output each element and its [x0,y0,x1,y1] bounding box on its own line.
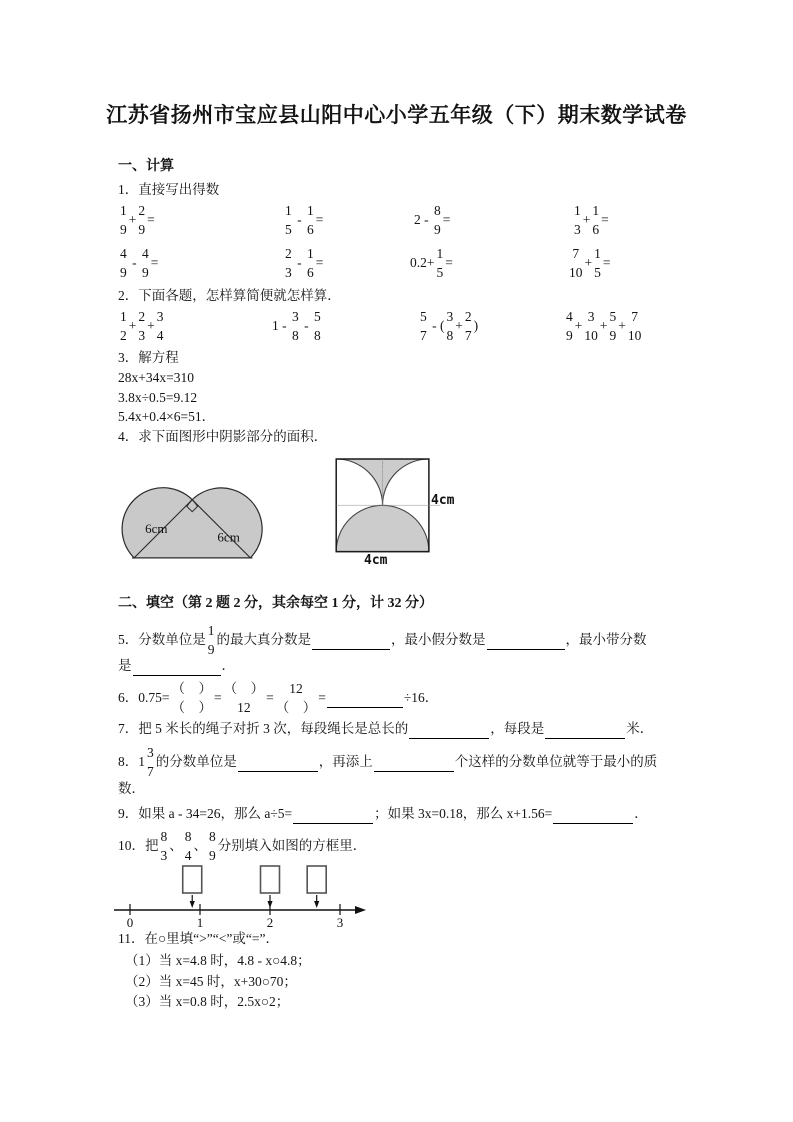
fraction: 1 6 [307,203,314,237]
text: ． [221,657,235,673]
fraction: 1 5 [285,203,292,237]
q2-label: 2．下面各题，怎样算简便就怎样算． [118,287,341,303]
text: - [428,317,440,333]
q1-label: 1．直接写出得数 [118,181,220,197]
page-title: 江苏省扬州市宝应县山阳中心小学五年级（下）期末数学试卷 [106,103,687,127]
text: 的最大真分数是 [216,631,311,647]
answer-blank [409,738,489,739]
text: ( [440,317,445,333]
fraction: 1 5 [436,246,444,280]
answer-blank [327,707,403,708]
q8-line2 [118,779,145,799]
text: + [618,317,626,333]
fraction: 8 9 [434,203,441,237]
fraction: 2 3 [138,309,146,343]
q8-line1 [118,741,657,783]
answer-blank [553,823,633,824]
shaded-figure-semicircles [120,486,266,560]
text: = [442,211,451,227]
text: ÷16． [403,689,439,705]
q3-equation: 28x+34x=310 [118,369,194,385]
fraction: 2 3 [285,246,292,280]
text: ，每段是 [490,720,545,736]
fraction: 3 7 [147,745,154,779]
q2-cell [272,302,323,350]
fraction: 1 9 [120,203,127,237]
fraction: 1 9 [207,623,215,657]
text: 6．0.75= [118,689,170,705]
fraction: 12 （ ） [275,681,317,715]
q9-line [118,804,648,824]
fraction: 2 7 [464,309,472,343]
answer-box [261,866,280,893]
fraction: （ ） 12 [223,681,265,715]
text: = [147,211,155,227]
fraction: 1 5 [594,246,601,280]
tick-label: 0 [126,915,134,930]
q1-cell [410,240,453,286]
text: + [584,254,593,270]
fraction: 8 9 [209,829,216,863]
text: = [315,211,324,227]
text: = [602,254,611,270]
fraction: 5 7 [420,309,427,343]
section1-heading: 一、计算 [118,158,174,174]
text: = [214,689,222,705]
tick-label: 1 [196,915,204,930]
text: 的分数单位是 [155,753,237,769]
fraction: 4 9 [566,309,573,343]
q1-cell [572,197,609,243]
fraction: 1 3 [574,203,581,237]
text: + [128,317,137,333]
text: - [293,211,305,227]
fraction: （ ） （ ） [171,681,212,715]
q1-cell [118,197,155,243]
text: ，最小假分数是 [391,631,486,647]
text: = [315,254,324,270]
fraction: 3 8 [292,309,299,343]
answer-blank [374,771,454,772]
square-side-label: 4cm [431,493,455,508]
numberline-figure [108,858,373,930]
q6-line [118,678,438,718]
text: ，最小带分数 [565,631,647,647]
fraction: 3 4 [156,309,164,343]
fraction: 1 6 [307,246,314,280]
left-figure-radius-label [145,521,167,536]
fraction: 7 10 [627,309,642,343]
q1-cell [414,197,450,243]
fraction: 1 2 [120,309,127,343]
q1-cell [283,240,323,286]
q1-cell [283,197,323,243]
text: 7．把 5 米长的绳子对折 3 次，每段绳长是总长的 [118,720,409,736]
q11-item: （2）当 x=45 时，x+30○70； [125,973,297,989]
text: 8．1 [118,753,145,769]
text: - [128,254,140,270]
q11-item: （1）当 x=4.8 时，4.8 - x○4.8； [125,952,311,968]
fraction: 4 9 [120,246,127,280]
semicircle-shaded-region [336,505,429,551]
text: + [574,317,583,333]
text: 9．如果 a - 34=26，那么 a÷5= [118,805,293,821]
answer-blank [293,823,373,824]
fraction: 7 10 [569,246,583,280]
text: - [293,254,305,270]
shaded-figure-square [336,459,443,554]
text: = [318,689,326,705]
section2-heading: 二、填空（第 2 题 2 分，其余每空 1 分，计 32 分） [118,595,433,611]
text: ) [473,317,479,333]
text: 、 [169,837,183,853]
q4-label: 4．求下面图形中阴影部分的面积． [118,428,328,444]
text: = [150,254,159,270]
q3-label: 3．解方程 [118,349,179,365]
fraction: 8 4 [184,829,192,863]
text: - [300,317,312,333]
text: 数． [118,780,145,796]
text: 1 - [272,317,290,333]
text: + [599,317,608,333]
text: + [128,211,137,227]
down-arrowhead-icon [267,901,272,908]
q1-cell [118,240,158,286]
left-figure-radius-label [217,530,239,545]
fraction: 2 9 [138,203,146,237]
text: + [582,211,591,227]
q5-line2 [118,655,235,677]
text: 10．把 [118,837,159,853]
text: = [601,211,609,227]
down-arrowhead-icon [190,901,195,908]
text: + [147,317,155,333]
text: ，再添上 [318,753,373,769]
text: 2 - [414,211,432,227]
tick-label: 3 [336,915,344,930]
text: 个这样的分数单位就等于最小的质 [454,753,658,769]
text: = [266,689,274,705]
q3-equation: 5.4x+0.4×6=51． [118,408,216,424]
text: ；如果 3x=0.18，那么 x+1.56= [374,805,553,821]
q3-equation: 3.8x÷0.5=9.12 [118,389,198,405]
q2-cell [418,302,478,350]
fraction: 5 8 [314,309,321,343]
text: ． [634,805,648,821]
numberline-marks [183,866,326,908]
text: 0.2+ [410,254,435,270]
text: = [445,254,453,270]
text: 5．分数单位是 [118,631,206,647]
answer-blank [238,771,318,772]
q1-cell [567,240,611,286]
text: 米． [626,720,654,736]
down-arrowhead-icon [314,901,319,908]
text: 是 [118,657,132,673]
answer-box [183,866,202,893]
text: 分别填入如图的方框里． [217,837,367,853]
q2-cell [118,302,166,350]
square-bottom-label: 4cm [364,553,388,568]
answer-blank [487,649,565,650]
funnel-shaded-region [336,459,429,505]
fraction: 3 8 [446,309,454,343]
answer-blank [133,675,221,676]
fraction: 8 3 [160,829,168,863]
answer-box [307,866,326,893]
text: + [455,317,463,333]
tick-label: 2 [266,915,274,930]
q11-item: （3）当 x=0.8 时，2.5x○2； [125,993,290,1009]
numberline-arrowhead-icon [355,906,366,914]
fraction: 5 9 [609,309,617,343]
answer-blank [545,738,625,739]
q2-cell [564,302,643,350]
text: 、 [193,837,207,853]
q7-line [118,718,653,740]
q11-label: 11．在○里填“>”“<”或“=”． [118,930,279,946]
fraction: 4 9 [142,246,149,280]
numberline-ticks [127,904,344,930]
fraction: 3 10 [584,309,598,343]
fraction: 1 6 [592,203,600,237]
answer-blank [312,649,390,650]
